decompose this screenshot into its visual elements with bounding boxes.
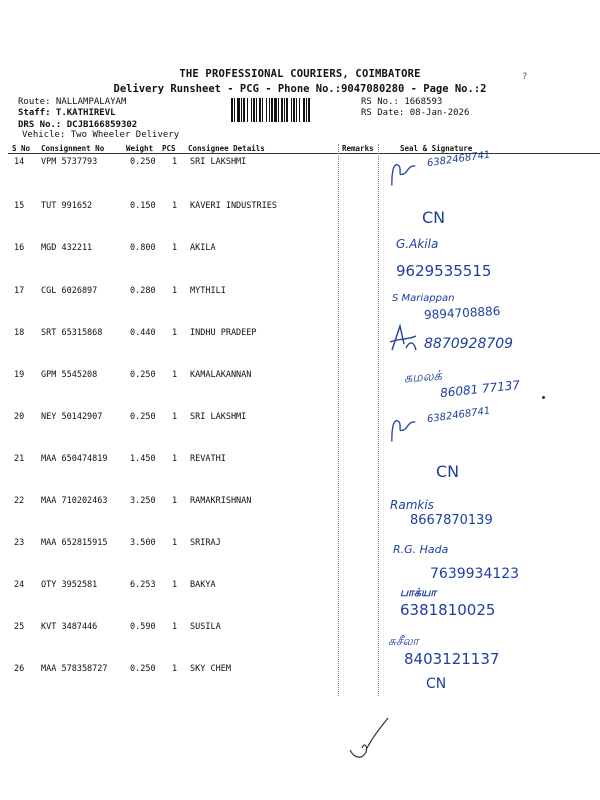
signature-row-23-phone: 7639934123 [430, 566, 520, 582]
row-consignee: REVATHI [190, 454, 226, 464]
pen-stroke-mark [344, 712, 394, 762]
row-consignee: SKY CHEM [190, 664, 231, 674]
row-consignment: SRT 65315868 [41, 328, 103, 338]
table-row [0, 496, 600, 538]
row-pcs: 1 [172, 496, 178, 506]
row-consignment: MAA 650474819 [41, 454, 108, 464]
signature-row-21: CN [436, 462, 460, 481]
row-consignment: CGL 6026897 [41, 286, 98, 296]
row-pcs: 1 [172, 286, 178, 296]
signature-row-22-name: Ramkis [390, 498, 434, 512]
row-pcs: 1 [172, 370, 178, 380]
row-weight: 3.250 [130, 496, 156, 506]
table-row [0, 286, 600, 328]
row-sno: 21 [14, 454, 25, 464]
signature-row-26: CN [426, 676, 447, 692]
row-pcs: 1 [172, 454, 178, 464]
row-weight: 0.590 [130, 622, 156, 632]
signature-row-24-name: பாக்யா [400, 586, 437, 599]
row-weight: 0.250 [130, 157, 156, 167]
signature-row-17-name: S Mariappan [392, 293, 455, 304]
row-sno: 25 [14, 622, 25, 632]
row-consignment: MGD 432211 [41, 243, 93, 253]
row-weight: 3.500 [130, 538, 156, 548]
row-sno: 17 [14, 286, 25, 296]
row-consignee: INDHU PRADEEP [190, 328, 257, 338]
row-consignment: MAA 710202463 [41, 496, 108, 506]
row-sno: 18 [14, 328, 25, 338]
header-rule [8, 153, 600, 154]
signature-scribble [386, 322, 420, 354]
row-consignment: MAA 652815915 [41, 538, 108, 548]
row-sno: 16 [14, 243, 25, 253]
corner-mark: ? [522, 72, 528, 82]
row-weight: 0.250 [130, 664, 156, 674]
row-consignee: SRIRAJ [190, 538, 221, 548]
row-consignee: MYTHILI [190, 286, 226, 296]
table-row [0, 664, 600, 706]
row-pcs: 1 [172, 157, 178, 167]
row-consignee: SRI LAKSHMI [190, 412, 247, 422]
row-consignment: KVT 3487446 [41, 622, 98, 632]
rs-number: RS No.: 1668593 [361, 97, 443, 107]
col-seal-signature: Seal & Signature [400, 144, 473, 153]
row-consignment: OTY 3952581 [41, 580, 98, 590]
staff-text: Staff: T.KATHIREVL [18, 108, 116, 118]
row-sno: 24 [14, 580, 25, 590]
signature-row-24-phone: 6381810025 [400, 601, 496, 619]
row-pcs: 1 [172, 243, 178, 253]
runsheet-subtitle: Delivery Runsheet - PCG - Phone No.:9047080280 - Page No.:2 [113, 83, 487, 95]
route-text: Route: NALLAMPALAYAM [18, 97, 127, 107]
company-title: THE PROFESSIONAL COURIERS, COIMBATORE [179, 68, 421, 80]
row-pcs: 1 [172, 664, 178, 674]
row-pcs: 1 [172, 412, 178, 422]
barcode-stripe [308, 98, 310, 122]
signature-row-16-phone: 9629535515 [396, 262, 492, 280]
row-sno: 19 [14, 370, 25, 380]
row-consignee: KAMALAKANNAN [190, 370, 252, 380]
row-sno: 22 [14, 496, 25, 506]
row-consignment: MAA 578358727 [41, 664, 108, 674]
signature-row-22-phone: 8667870139 [410, 513, 493, 528]
row-consignee: BAKYA [190, 580, 216, 590]
row-pcs: 1 [172, 328, 178, 338]
row-consignment: VPM 5737793 [41, 157, 98, 167]
row-sno: 20 [14, 412, 25, 422]
table-row [0, 243, 600, 285]
signature-scribble [384, 155, 428, 190]
col-consignee: Consignee Details [188, 144, 265, 153]
col-consignment: Consignment No [41, 144, 105, 153]
row-sno: 15 [14, 201, 25, 211]
vehicle-text: Vehicle: Two Wheeler Delivery [22, 130, 180, 140]
row-pcs: 1 [172, 538, 178, 548]
row-consignment: NEY 50142907 [41, 412, 103, 422]
row-consignee: RAMAKRISHNAN [190, 496, 252, 506]
signature-row-16-name: G.Akila [396, 237, 439, 251]
row-consignee: AKILA [190, 243, 216, 253]
table-row [0, 157, 600, 199]
row-sno: 23 [14, 538, 25, 548]
table-row [0, 412, 600, 454]
row-weight: 0.280 [130, 286, 156, 296]
col-weight: Weight [126, 144, 154, 153]
signature-row-19-name: கமலக் [403, 368, 443, 387]
row-pcs: 1 [172, 201, 178, 211]
signature-row-23-name: R.G. Hada [393, 543, 449, 556]
row-weight: 0.150 [130, 201, 156, 211]
row-pcs: 1 [172, 580, 178, 590]
row-consignee: SRI LAKSHMI [190, 157, 247, 167]
col-sno: S No [12, 144, 31, 153]
table-row [0, 454, 600, 496]
rs-date: RS Date: 08-Jan-2026 [361, 108, 470, 118]
row-weight: 1.450 [130, 454, 156, 464]
signature-row-19-phone: 86081 77137 [439, 377, 521, 401]
row-pcs: 1 [172, 622, 178, 632]
signature-row-25-name: சுசீலா [388, 634, 419, 648]
runsheet-barcode [231, 98, 359, 122]
row-consignment: TUT 991652 [41, 201, 93, 211]
signature-row-17-phone: 9894708886 [423, 304, 501, 322]
row-weight: 0.250 [130, 412, 156, 422]
row-weight: 0.440 [130, 328, 156, 338]
row-consignee: KAVERI INDUSTRIES [190, 201, 277, 211]
table-row [0, 622, 600, 664]
row-sno: 14 [14, 157, 25, 167]
signature-scribble [384, 411, 428, 446]
row-weight: 0.800 [130, 243, 156, 253]
row-sno: 26 [14, 664, 25, 674]
row-consignment: GPM 5545208 [41, 370, 98, 380]
row-consignee: SUSILA [190, 622, 221, 632]
ink-dot [542, 396, 545, 399]
col-pcs: PCS [162, 144, 176, 153]
signature-row-25-phone: 8403121137 [404, 650, 500, 668]
signature-row-15: CN [422, 208, 446, 227]
row-weight: 0.250 [130, 370, 156, 380]
drs-number: DRS No.: DCJB166859302 [18, 120, 138, 130]
row-weight: 6.253 [130, 580, 156, 590]
table-row [0, 580, 600, 622]
table-row [0, 201, 600, 243]
col-remarks: Remarks [342, 144, 374, 153]
